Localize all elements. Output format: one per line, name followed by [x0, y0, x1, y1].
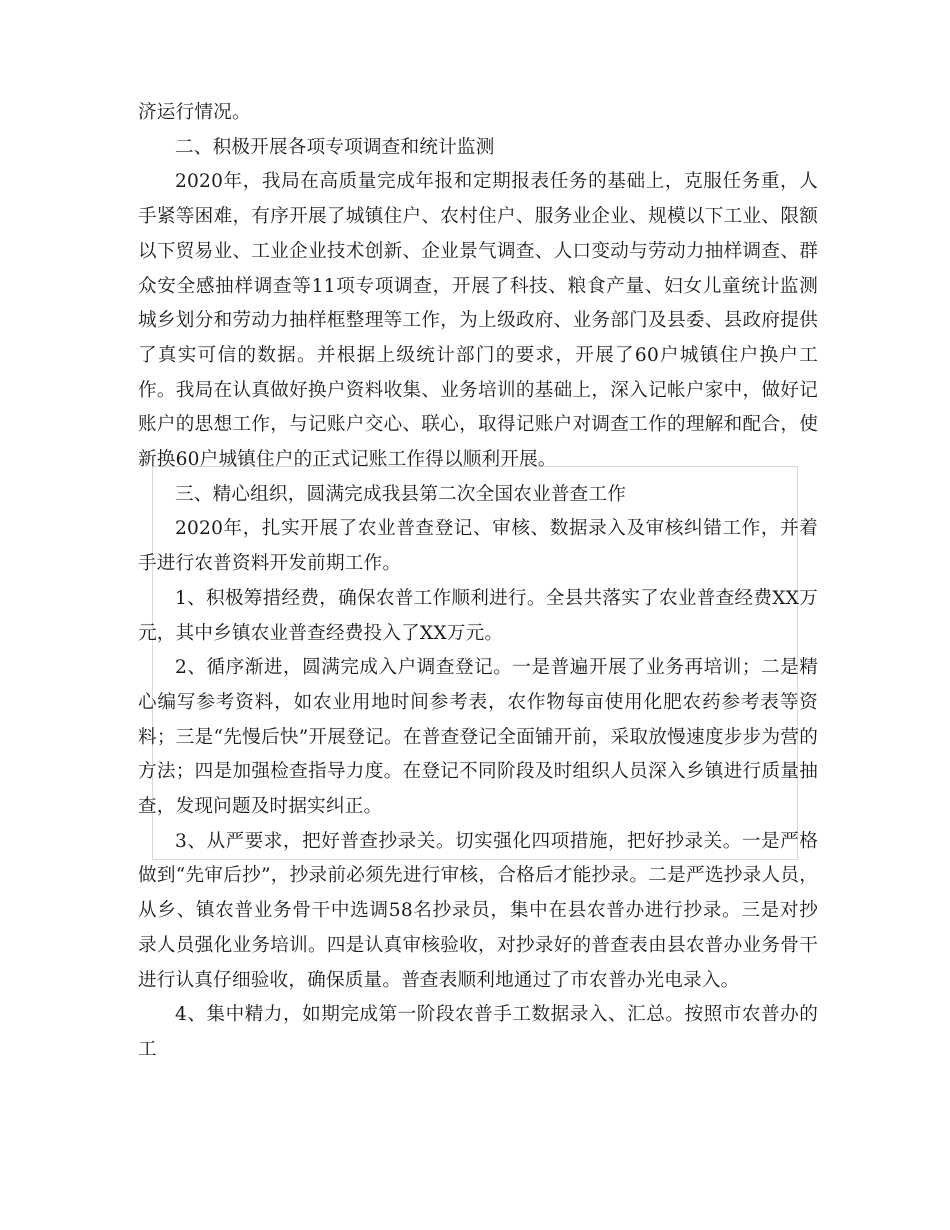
paragraph-item-2: 2、循序渐进，圆满完成入户调查登记。一是普遍开展了业务再培训；二是精心编写参考资料，如农业用地时间参考表，农作物每亩使用化肥农药参考表等资料；三是“先慢后快”开展登记。在普查登记全面铺开前，采取放慢速度步步为营的方法；四是加强检查指导力度。在登记不同阶段及时组织人员深入乡镇进行质量抽查，发现问题及时据实纠正。 — [138, 657, 818, 818]
document-body — [138, 96, 818, 1068]
paragraph-continuation: 济运行情况。 — [138, 102, 251, 123]
paragraph-item-3: 3、从严要求，把好普查抄录关。切实强化四项措施，把好抄录关。一是严格做到“先审后抄”，抄录前必须先进行审核，合格后才能抄录。二是严选抄录人员，从乡、镇农普业务骨干中选调58名抄录员，集中在县农普办进行抄录。三是对抄录人员强化业务培训。四是认真审核验收，对抄录好的普查表由县农普办业务骨干进行认真仔细验收，确保质量。普查表顺利地通过了市农普办光电录入。 — [138, 830, 818, 991]
section-heading-2: 二、积极开展各项专项调查和统计监测 — [175, 136, 495, 158]
paragraph-census-overview: 2020年，扎实开展了农业普查登记、审核、数据录入及审核纠错工作，并着手进行农普资料开发前期工作。 — [138, 518, 818, 575]
paragraph-item-1: 1、积极筹措经费，确保农普工作顺利进行。全县共落实了农业普查经费XX万元，其中乡镇农业普查经费投入了XX万元。 — [138, 587, 818, 644]
paragraph-special-surveys: 2020年，我局在高质量完成年报和定期报表任务的基础上，克服任务重，人手紧等困难，有序开展了城镇住户、农村住户、服务业企业、规模以下工业、限额以下贸易业、工业企业技术创新、企业景气调查、人口变动与劳动力抽样调查、群众安全感抽样调查等11项专项调查，开展了科技、粮食产量、妇女儿童统计监测城乡划分和劳动力抽样框整理等工作，为上级政府、业务部门及县委、县政府提供了真实可信的数据。并根据上级统计部门的要求，开展了60户城镇住户换户工作。我局在认真做好换户资料收集、业务培训的基础上，深入记帐户家中，做好记账户的思想工作，与记账户交心、联心，取得记账户对调查工作的理解和配合，使新换60户城镇住户的正式记账工作得以顺利开展。 — [138, 171, 818, 471]
section-heading-3: 三、精心组织，圆满完成我县第二次全国农业普查工作 — [175, 483, 627, 505]
paragraph-item-4: 4、集中精力，如期完成第一阶段农普手工数据录入、汇总。按照市农普办的工 — [138, 1004, 818, 1060]
